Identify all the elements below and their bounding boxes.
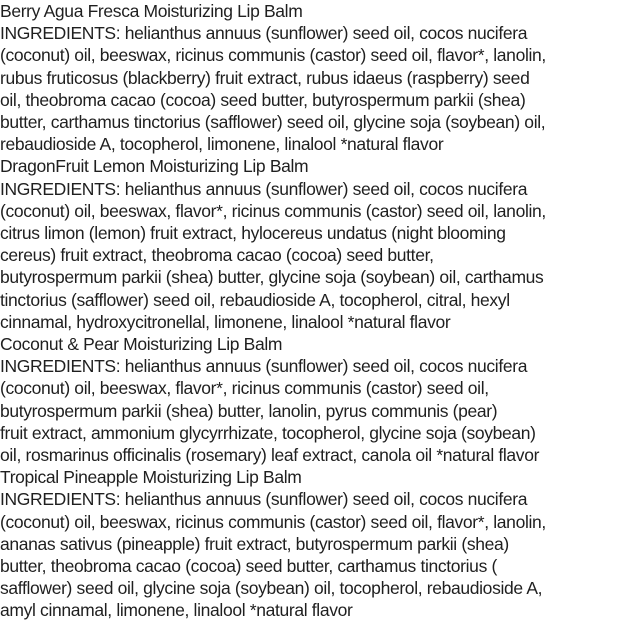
ingredient-line: oil, rosmarinus officinalis (rosemary) leaf extract, canola oil *natural flavor bbox=[0, 445, 540, 466]
ingredient-line: butter, theobroma cacao (cocoa) seed butter, carthamus tinctorius ( bbox=[0, 556, 497, 577]
ingredient-line: butter, carthamus tinctorius (safflower) seed oil, glycine soja (soybean) oil, bbox=[0, 112, 546, 133]
ingredient-line: (coconut) oil, beeswax, ricinus communis (castor) seed oil, flavor*, lanolin, bbox=[0, 45, 546, 66]
product-title: Coconut & Pear Moisturizing Lip Balm bbox=[0, 334, 283, 355]
ingredient-line: cereus) fruit extract, theobroma cacao (cocoa) seed butter, bbox=[0, 245, 434, 266]
ingredient-line: rubus fruticosus (blackberry) fruit extract, rubus idaeus (raspberry) seed bbox=[0, 67, 530, 88]
ingredient-line: amyl cinnamal, limonene, linalool *natural flavor bbox=[0, 600, 353, 621]
ingredient-line: (coconut) oil, beeswax, ricinus communis (castor) seed oil, flavor*, lanolin, bbox=[0, 511, 546, 532]
ingredient-line: safflower) seed oil, glycine soja (soybean) oil, tocopherol, rebaudioside A, bbox=[0, 578, 543, 599]
ingredient-line: (coconut) oil, beeswax, flavor*, ricinus communis (castor) seed oil, lanolin, bbox=[0, 200, 546, 221]
ingredient-line: tinctorius (safflower) seed oil, rebaudioside A, tocopherol, citral, hexyl bbox=[0, 289, 510, 310]
ingredient-line: oil, theobroma cacao (cocoa) seed butter, butyrospermum parkii (shea) bbox=[0, 89, 526, 110]
ingredient-line: rebaudioside A, tocopherol, limonene, linalool *natural flavor bbox=[0, 134, 444, 155]
product-dragonfruit-lemon bbox=[0, 155, 614, 333]
product-coconut-pear bbox=[0, 333, 614, 466]
ingredient-line: INGREDIENTS: helianthus annuus (sunflower) seed oil, cocos nucifera bbox=[0, 489, 528, 510]
ingredient-line: fruit extract, ammonium glycyrrhizate, tocopherol, glycine soja (soybean) bbox=[0, 422, 536, 443]
ingredient-line: INGREDIENTS: helianthus annuus (sunflower) seed oil, cocos nucifera bbox=[0, 178, 528, 199]
product-title: Tropical Pineapple Moisturizing Lip Balm bbox=[0, 467, 302, 488]
product-berry-agua-fresca bbox=[0, 0, 614, 155]
product-title: DragonFruit Lemon Moisturizing Lip Balm bbox=[0, 156, 309, 177]
ingredient-line: butyrospermum parkii (shea) butter, glycine soja (soybean) oil, carthamus bbox=[0, 267, 544, 288]
ingredient-line: cinnamal, hydroxycitronellal, limonene, linalool *natural flavor bbox=[0, 311, 451, 332]
ingredient-line: butyrospermum parkii (shea) butter, lanolin, pyrus communis (pear) bbox=[0, 400, 498, 421]
product-title: Berry Agua Fresca Moisturizing Lip Balm bbox=[0, 1, 303, 21]
product-tropical-pineapple bbox=[0, 466, 614, 621]
ingredient-line: INGREDIENTS: helianthus annuus (sunflower) seed oil, cocos nucifera bbox=[0, 356, 528, 377]
ingredient-line: INGREDIENTS: helianthus annuus (sunflower) seed oil, cocos nucifera bbox=[0, 23, 528, 44]
ingredient-line: citrus limon (lemon) fruit extract, hylocereus undatus (night blooming bbox=[0, 223, 506, 244]
ingredient-line: (coconut) oil, beeswax, flavor*, ricinus communis (castor) seed oil, bbox=[0, 378, 489, 399]
ingredient-line: ananas sativus (pineapple) fruit extract, butyrospermum parkii (shea) bbox=[0, 533, 509, 554]
